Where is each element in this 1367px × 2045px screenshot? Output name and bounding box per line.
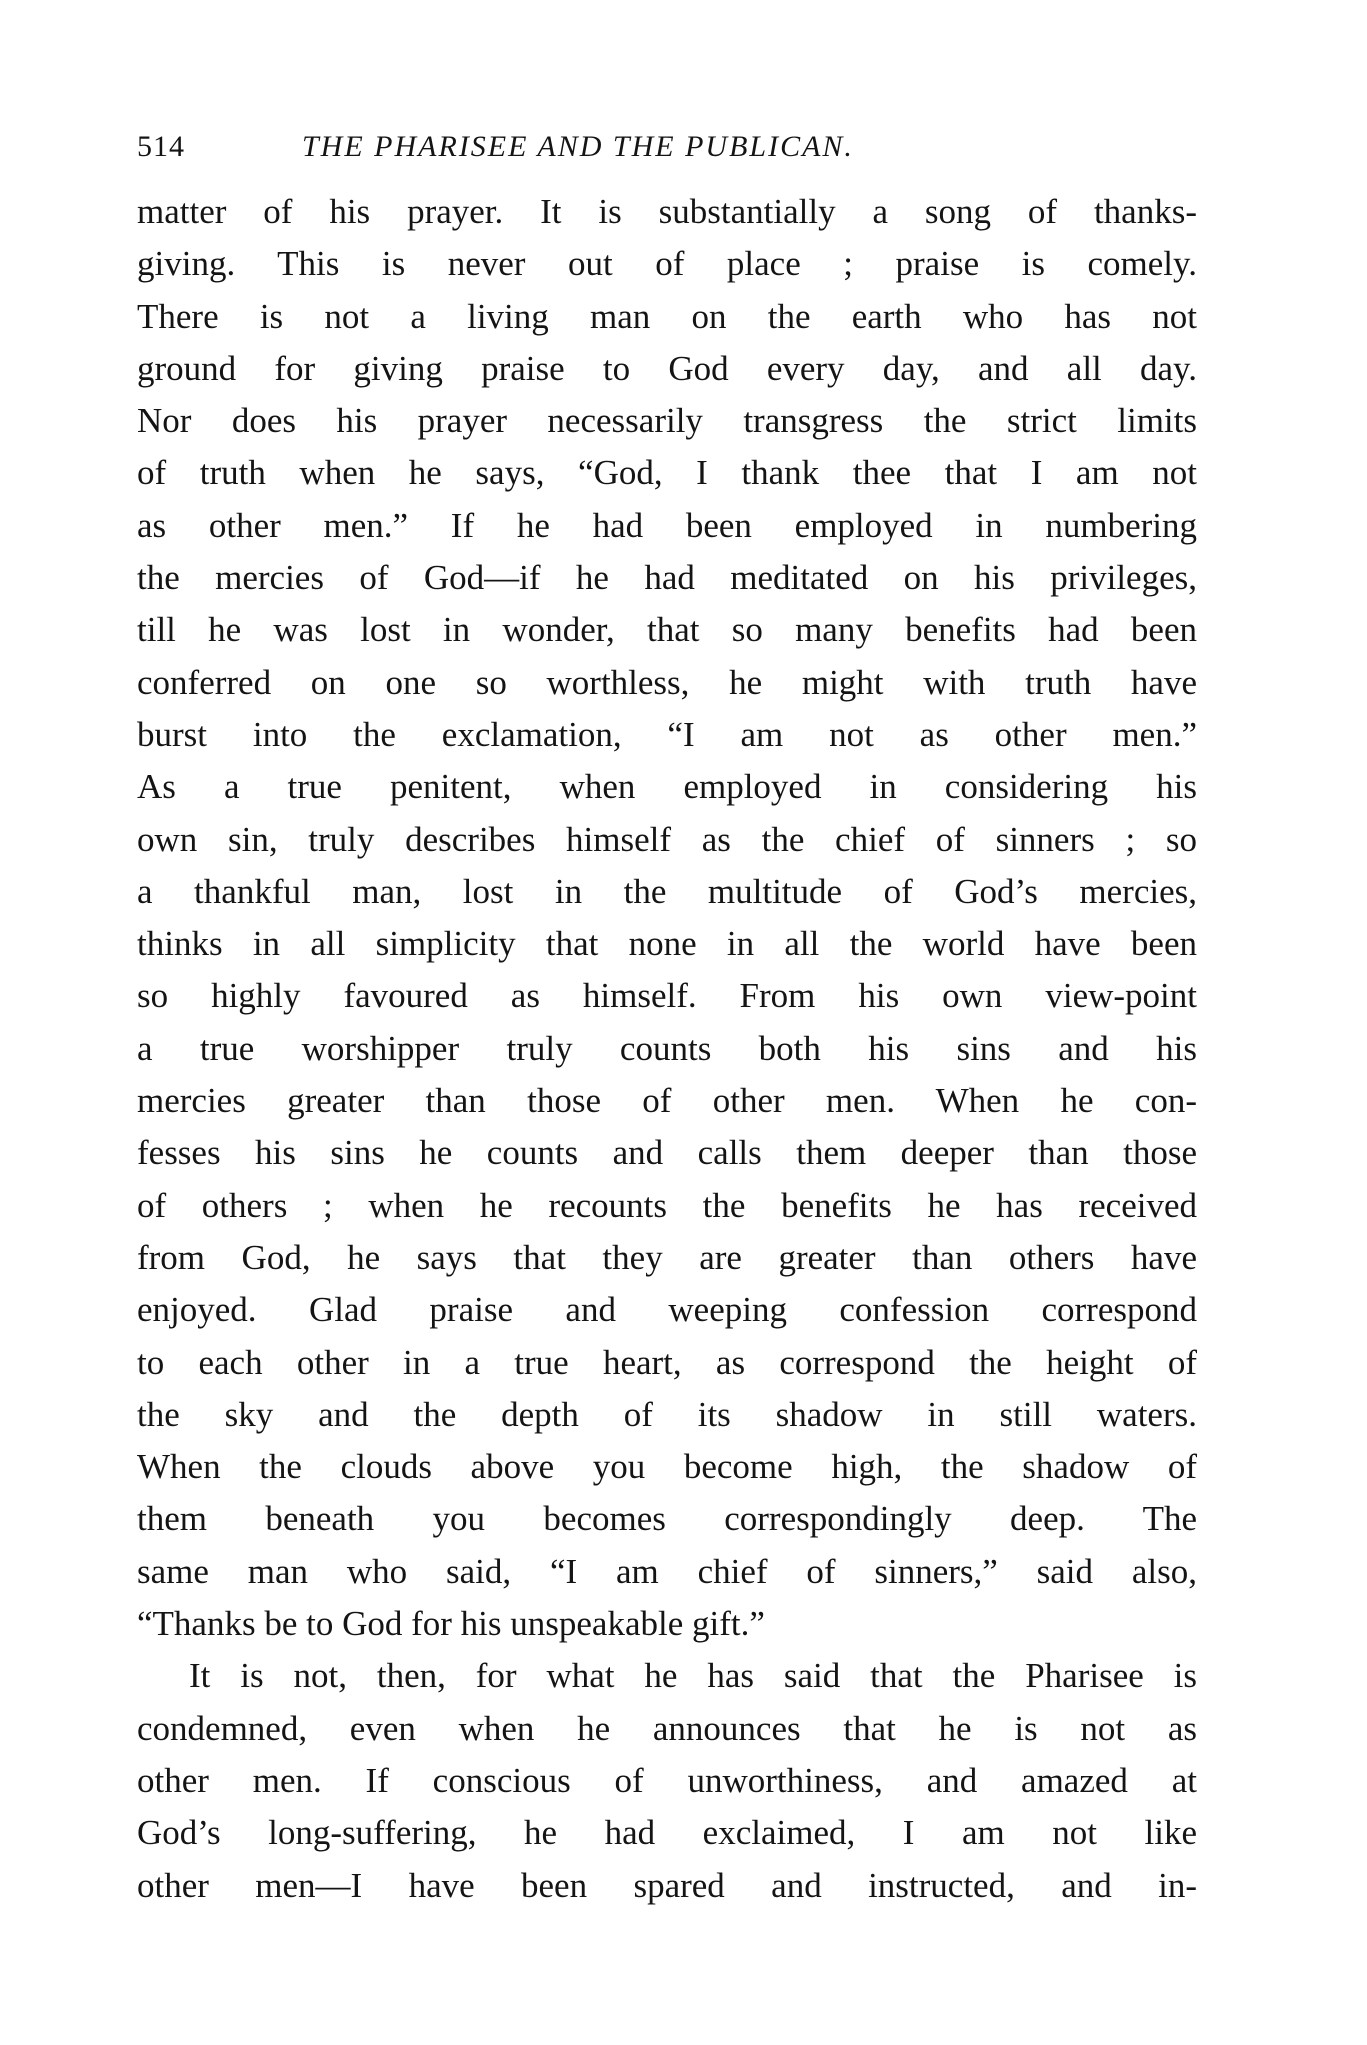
text-line: When the clouds above you become high, the shadow of — [137, 1447, 1197, 1487]
text-line: other men—I have been spared and instructed, and in- — [137, 1865, 1197, 1905]
text-line: God’s long-suffering, he had exclaimed, I am not like — [137, 1813, 1197, 1853]
text-line: own sin, truly describes himself as the chief of sinners ; so — [137, 819, 1197, 859]
text-line: fesses his sins he counts and calls them deeper than those — [137, 1133, 1197, 1173]
text-line: mercies greater than those of other men. When he con- — [137, 1081, 1197, 1121]
text-line: There is not a living man on the earth who has not — [137, 296, 1197, 336]
page-number: 514 — [137, 130, 185, 163]
running-title: THE PHARISEE AND THE PUBLICAN. — [302, 130, 854, 163]
text-line: enjoyed. Glad praise and weeping confession correspond — [137, 1290, 1197, 1330]
text-line: the sky and the depth of its shadow in still waters. — [137, 1394, 1197, 1434]
text-line: them beneath you becomes correspondingly deep. The — [137, 1499, 1197, 1539]
text-line: till he was lost in wonder, that so many benefits had been — [137, 610, 1197, 650]
text-line: to each other in a true heart, as correspond the height of — [137, 1342, 1197, 1382]
text-line: of others ; when he recounts the benefits he has received — [137, 1185, 1197, 1225]
text-line: It is not, then, for what he has said that the Pharisee is — [189, 1656, 1197, 1696]
text-line: same man who said, “I am chief of sinners,” said also, — [137, 1551, 1197, 1591]
text-line: so highly favoured as himself. From his own view-point — [137, 976, 1197, 1016]
body-text — [137, 186, 1197, 1912]
text-line: as other men.” If he had been employed in numbering — [137, 505, 1197, 545]
text-line: of truth when he says, “God, I thank thee that I am not — [137, 453, 1197, 493]
text-line: a true worshipper truly counts both his sins and his — [137, 1028, 1197, 1068]
text-line: As a true penitent, when employed in considering his — [137, 767, 1197, 807]
running-head — [137, 122, 1197, 172]
text-line: matter of his prayer. It is substantially a song of thanks- — [137, 192, 1197, 231]
text-line: burst into the exclamation, “I am not as other men.” — [137, 714, 1197, 754]
text-line: the mercies of God—if he had meditated on his privileges, — [137, 558, 1197, 598]
text-line: from God, he says that they are greater than others have — [137, 1237, 1197, 1277]
text-line: “Thanks be to God for his unspeakable gift.” — [137, 1604, 765, 1644]
text-line: giving. This is never out of place ; praise is comely. — [137, 244, 1197, 284]
text-line: a thankful man, lost in the multitude of God’s mercies, — [137, 871, 1197, 911]
text-line: conferred on one so worthless, he might with truth have — [137, 662, 1197, 702]
text-line: other men. If conscious of unworthiness, and amazed at — [137, 1760, 1197, 1800]
text-line: condemned, even when he announces that he is not as — [137, 1708, 1197, 1748]
text-line: ground for giving praise to God every day, and all day. — [137, 348, 1197, 388]
text-line: thinks in all simplicity that none in all the world have been — [137, 924, 1197, 964]
text-line: Nor does his prayer necessarily transgress the strict limits — [137, 401, 1197, 441]
